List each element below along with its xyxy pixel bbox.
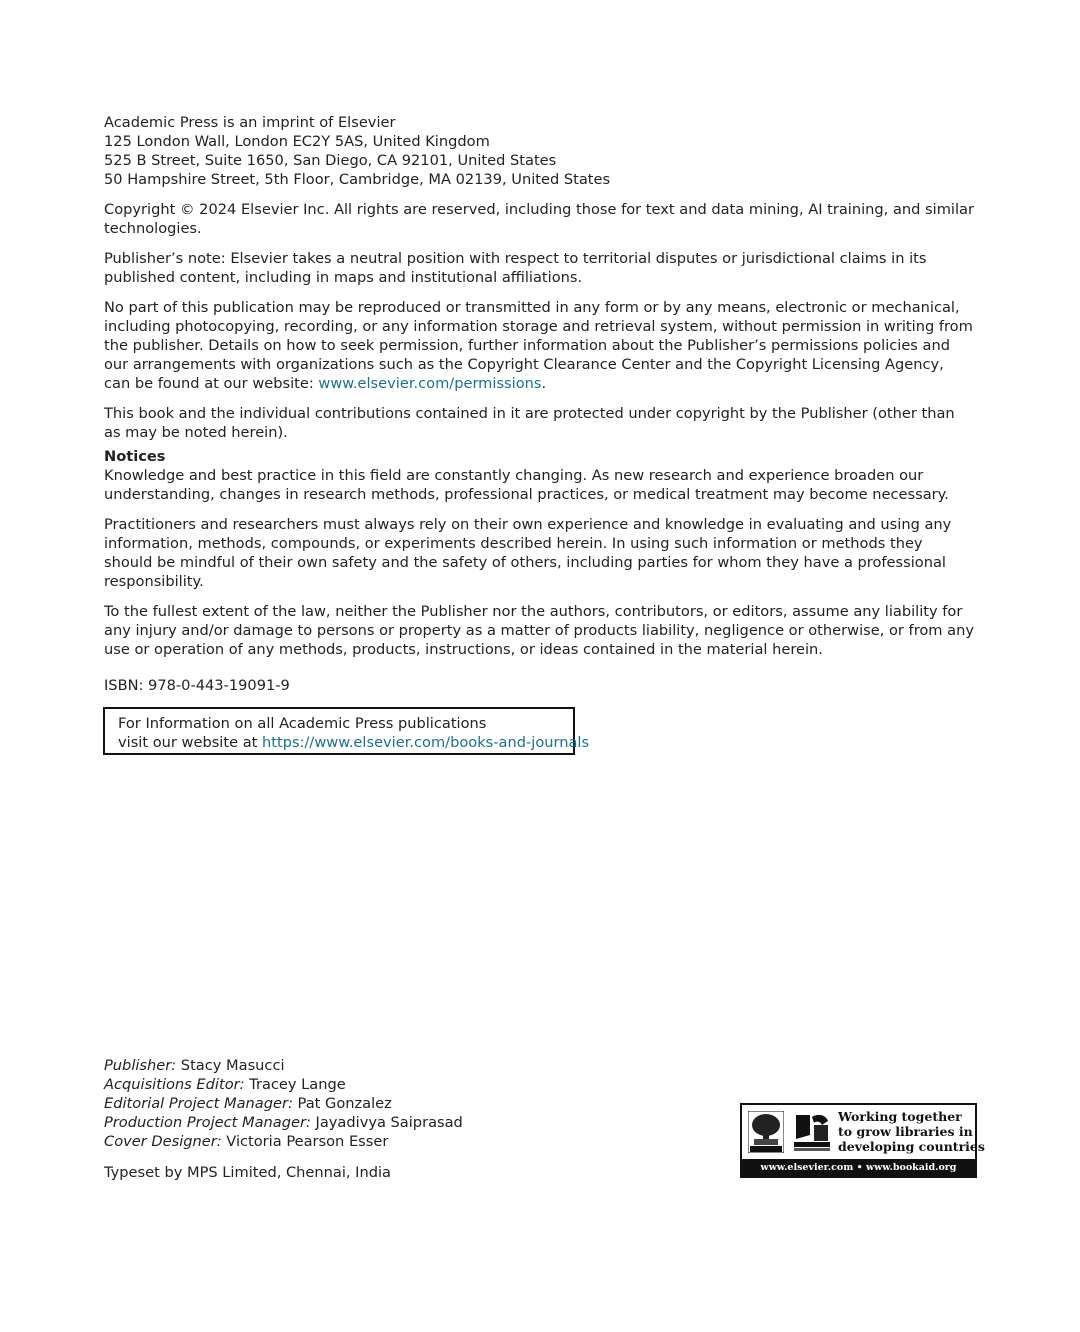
copyright-statement: Copyright © 2024 Elsevier Inc. All rights are reserved, including those for text and data mining, AI training, and similar technologies. (104, 201, 974, 237)
imprint-line: Academic Press is an imprint of Elsevier (104, 114, 396, 131)
credit-role: Publisher: (104, 1057, 177, 1074)
permissions-text: No part of this publication may be reproduced or transmitted in any form or by any means, electronic or mechanical, including photocopying, recording, or any information storage and retrieval system, without permission in writing from the publisher. Details on how to seek permission, further information about the Publisher’s permissions policies and our arrangements with organizations such as the Copyright Clearance Center and the Copyright Licensing Agency, can be found at our website: (104, 299, 973, 392)
credit-name: Jayadivya Saiprasad (310, 1114, 463, 1131)
address-line-cambridge: 50 Hampshire Street, 5th Floor, Cambridge, MA 02139, United States (104, 171, 611, 188)
books-and-journals-link[interactable]: https://www.elsevier.com/books-and-journals (262, 734, 590, 751)
tagline-line-1: Working together (838, 1109, 962, 1124)
copyright-page-body (104, 113, 974, 695)
credit-name: Stacy Masucci (176, 1057, 285, 1074)
tagline-line-2: to grow libraries in (838, 1124, 973, 1139)
credit-role: Production Project Manager: (104, 1114, 311, 1131)
credit-editorial-project-manager (104, 1094, 463, 1113)
notices-paragraph-1: Knowledge and best practice in this field are constantly changing. As new research and experience broaden our understanding, changes in research methods, professional practices, or medical treatment may become necessary. (104, 467, 949, 503)
info-box-prefix: visit our website at (118, 734, 263, 751)
credit-cover-designer (104, 1132, 463, 1151)
address-line-san-diego: 525 B Street, Suite 1650, San Diego, CA 92101, United States (104, 152, 557, 169)
credit-role: Acquisitions Editor: (104, 1076, 245, 1093)
credit-production-project-manager (104, 1113, 463, 1132)
credit-name: Victoria Pearson Esser (221, 1133, 389, 1150)
credit-role: Cover Designer: (104, 1133, 222, 1150)
credits (104, 1056, 463, 1182)
book-aid-url-strip: www.elsevier.com • www.bookaid.org (742, 1159, 975, 1176)
notices-paragraph-2: Practitioners and researchers must always rely on their own experience and knowledge in evaluating and using any information, methods, compounds, or experiments described herein. In using such information or methods they should be mindful of their own safety and the safety of others, including parties for whom they have a professional responsibility. (104, 516, 952, 590)
address-line-london: 125 London Wall, London EC2Y 5AS, United Kingdom (104, 133, 490, 150)
permissions-link[interactable]: www.elsevier.com/permissions (318, 375, 542, 392)
isbn: ISBN: 978-0-443-19091-9 (104, 677, 290, 694)
notices-paragraph-3: To the fullest extent of the law, neither the Publisher nor the authors, contributors, or editors, assume any liability for any injury and/or damage to persons or property as a matter of products liability, negligence or otherwise, or from any use or operation of any methods, products, instructions, or ideas contained in the material herein. (104, 603, 974, 658)
credit-publisher (104, 1056, 463, 1075)
credit-name: Tracey Lange (244, 1076, 346, 1093)
protected-statement: This book and the individual contributions contained in it are protected under copyright by the Publisher (other than as may be noted herein). (104, 405, 955, 441)
permissions-end: . (541, 375, 547, 392)
credit-role: Editorial Project Manager: (104, 1095, 293, 1112)
publisher-address (104, 113, 974, 189)
typeset-line: Typeset by MPS Limited, Chennai, India (104, 1164, 391, 1181)
info-box-line-2 (118, 733, 590, 752)
credit-name: Pat Gonzalez (292, 1095, 392, 1112)
book-aid-logo-icon (792, 1111, 832, 1153)
notices-heading: Notices (104, 448, 166, 465)
tagline-line-3: developing countries (838, 1139, 985, 1154)
publishers-note: Publisher’s note: Elsevier takes a neutral position with respect to territorial disputes or jurisdictional claims in its published content, including in maps and institutional affiliations. (104, 250, 927, 286)
book-aid-badge (740, 1103, 985, 1178)
permissions-paragraph (104, 298, 974, 393)
credit-acquisitions-editor (104, 1075, 463, 1094)
book-aid-badge-top (742, 1105, 985, 1159)
elsevier-tree-logo-icon (748, 1111, 784, 1153)
book-aid-tagline (838, 1109, 985, 1154)
info-box (103, 707, 590, 755)
info-box-line-1: For Information on all Academic Press publications (118, 715, 487, 732)
